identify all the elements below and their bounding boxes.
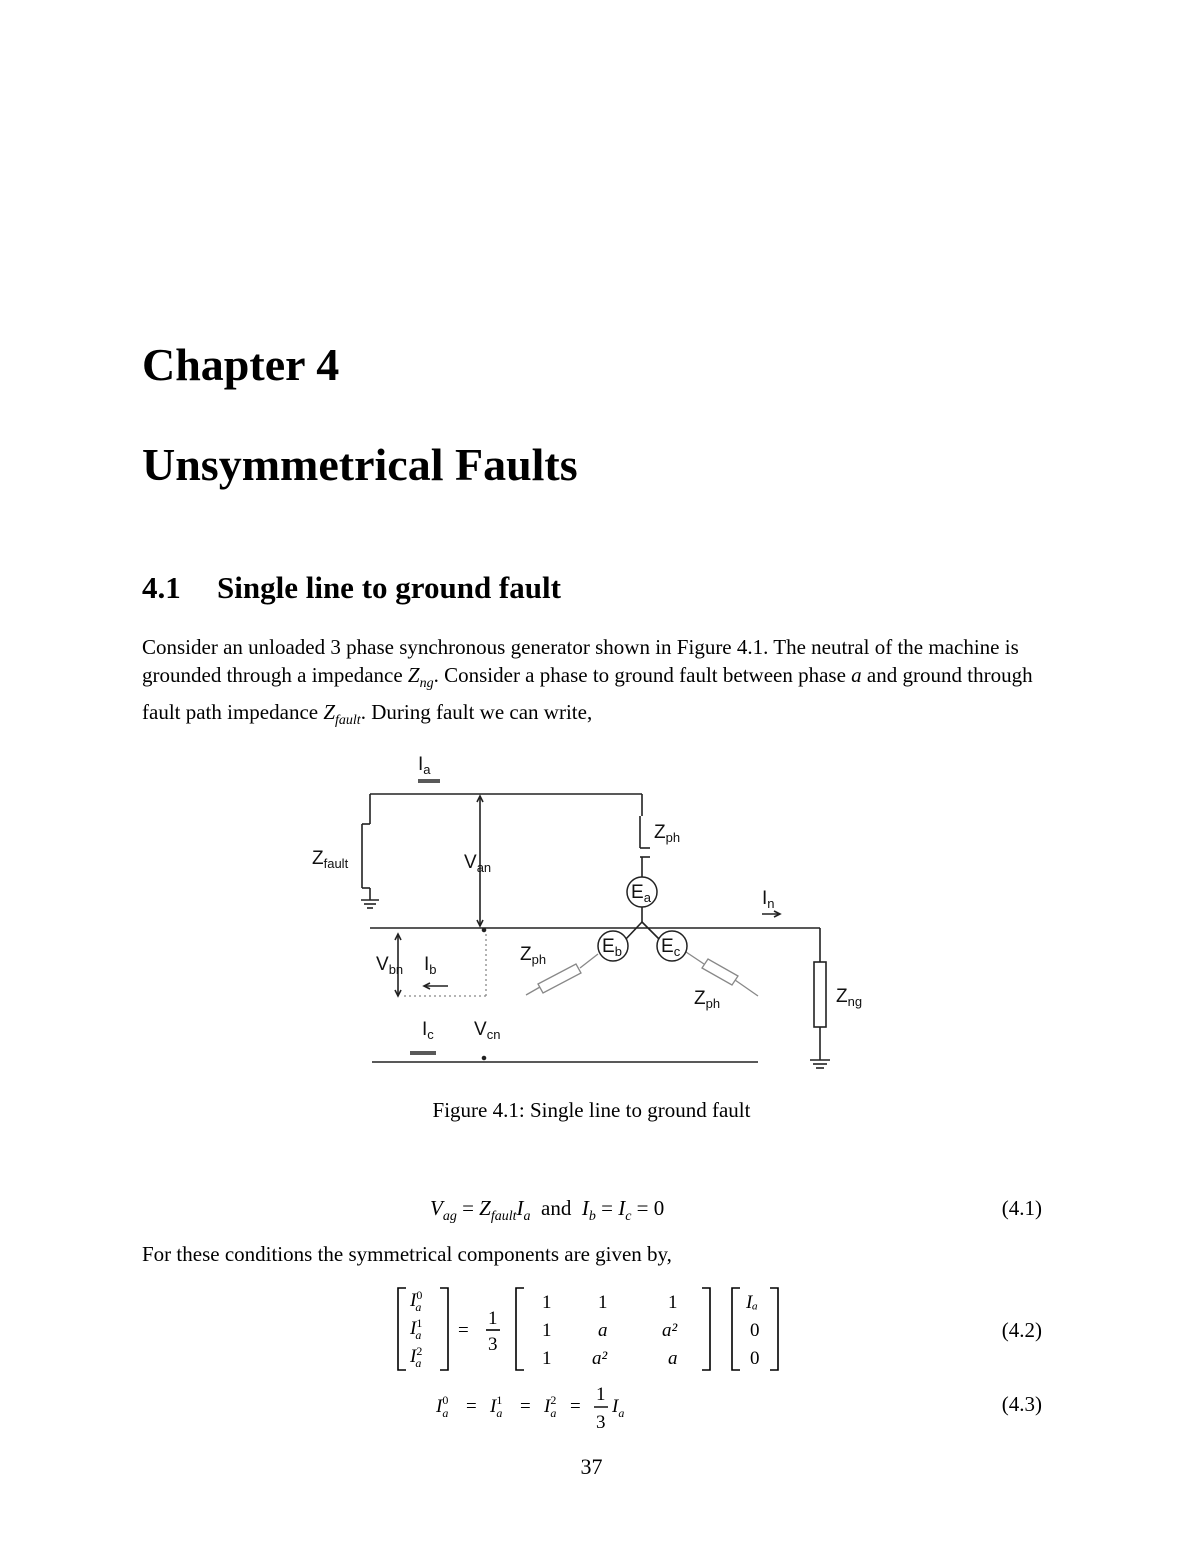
- svg-text:I1a: $I^1$ a: [490, 1393, 503, 1420]
- svg-text:1: 1: [596, 1384, 606, 1405]
- label-zph-right: $Z_{ph}$: [694, 988, 721, 1011]
- lhs-i2: $I^2$ a: [410, 1344, 423, 1370]
- svg-text:Ia: $I_a$: [612, 1396, 625, 1420]
- label-ec: $E_c$: [661, 936, 681, 959]
- svg-text:3: 3: [596, 1412, 606, 1433]
- svg-text:=: =: [570, 1396, 581, 1417]
- math-symbol: Z: [323, 700, 336, 725]
- section-title: Single line to ground fault: [217, 570, 561, 605]
- section-heading: [142, 570, 561, 606]
- equation-4-1: $V_{ag} = Z_{fault}I_a$ and $I_b = I_c = 0$: [430, 1196, 665, 1225]
- matrix-cell: 1: [598, 1292, 608, 1313]
- label-zng: $Z_{ng}$: [836, 986, 863, 1009]
- rhs-cell: 0: [750, 1348, 760, 1369]
- lhs-i0: $I^0$ a: [410, 1288, 423, 1314]
- label-eb: $E_b$: [602, 936, 622, 959]
- math-symbol: Z: [407, 663, 420, 687]
- fraction-numerator: 1: [488, 1308, 498, 1329]
- matrix-cell: a²: [662, 1320, 678, 1341]
- circuit-diagram: [300, 740, 900, 1080]
- label-ea: $E_a$: [631, 882, 651, 905]
- para-text: and ground through fault path impedance: [142, 663, 1033, 725]
- equation-number-4-3: (4.3): [1001, 1392, 1042, 1416]
- intro-paragraph: [142, 633, 1042, 735]
- rhs-cell: 0: [750, 1320, 760, 1341]
- label-ib: $I_b$: [424, 954, 437, 977]
- math-subscript: ng: [419, 676, 434, 692]
- para-text: . During fault we can write,: [360, 700, 593, 725]
- section-number: 4.1: [142, 570, 181, 605]
- label-zph-left: $Z_{ph}$: [520, 944, 547, 967]
- equation-number-4-2: (4.2): [1001, 1318, 1042, 1342]
- matrix-cell: 1: [542, 1348, 552, 1369]
- matrix-cell: a: [668, 1348, 678, 1369]
- label-vcn: $V_{cn}$: [474, 1019, 501, 1042]
- para-text: . Consider a phase to ground fault between phase: [433, 663, 852, 687]
- equals-sign: =: [458, 1320, 469, 1341]
- svg-text:=: =: [520, 1396, 531, 1417]
- chapter-label: Chapter 4: [142, 339, 340, 390]
- figure-caption: Figure 4.1: Single line to ground fault: [432, 1098, 751, 1122]
- matrix-cell: 1: [542, 1320, 552, 1341]
- page-number: 37: [580, 1454, 603, 1479]
- equation-4-3: [430, 1376, 650, 1436]
- label-vbn: $V_{bn}$: [376, 954, 404, 977]
- equation-4-2: [392, 1284, 792, 1376]
- components-paragraph: For these conditions the symmetrical components are given by,: [142, 1242, 672, 1266]
- math-subscript: fault: [335, 713, 361, 729]
- svg-text:=: =: [466, 1396, 477, 1417]
- circuit-figure: [300, 740, 900, 1080]
- matrix-cell: 1: [542, 1292, 552, 1313]
- chapter-title: Unsymmetrical Faults: [142, 439, 578, 490]
- label-van: $V_{an}$: [464, 852, 492, 875]
- math-symbol: a: [851, 663, 862, 687]
- label-ic: $I_c$: [422, 1019, 434, 1042]
- svg-text:I2a: $I^2$ a: [544, 1393, 557, 1420]
- equation-number-4-1: (4.1): [1001, 1196, 1042, 1220]
- svg-text:I0a: $I^0$ a: [436, 1393, 449, 1420]
- rhs-cell: Iₐ: [746, 1292, 758, 1313]
- matrix-cell: 1: [668, 1292, 678, 1313]
- matrix-cell: a²: [592, 1348, 608, 1369]
- label-in: $I_n$: [762, 888, 775, 911]
- label-zph-top: $Z_{ph}$: [654, 822, 681, 845]
- label-zfault: $Z_{fault}$: [312, 848, 349, 871]
- lhs-i1: $I^1$ a: [410, 1316, 423, 1342]
- matrix-cell: a: [598, 1320, 608, 1341]
- fraction-denominator: 3: [488, 1334, 498, 1355]
- para-text: Consider an unloaded 3 phase synchronous generator shown in Figure 4.1. The neutral of the machine is grounded through a impedance: [142, 635, 1019, 687]
- label-ia: $I_a$: [418, 754, 431, 777]
